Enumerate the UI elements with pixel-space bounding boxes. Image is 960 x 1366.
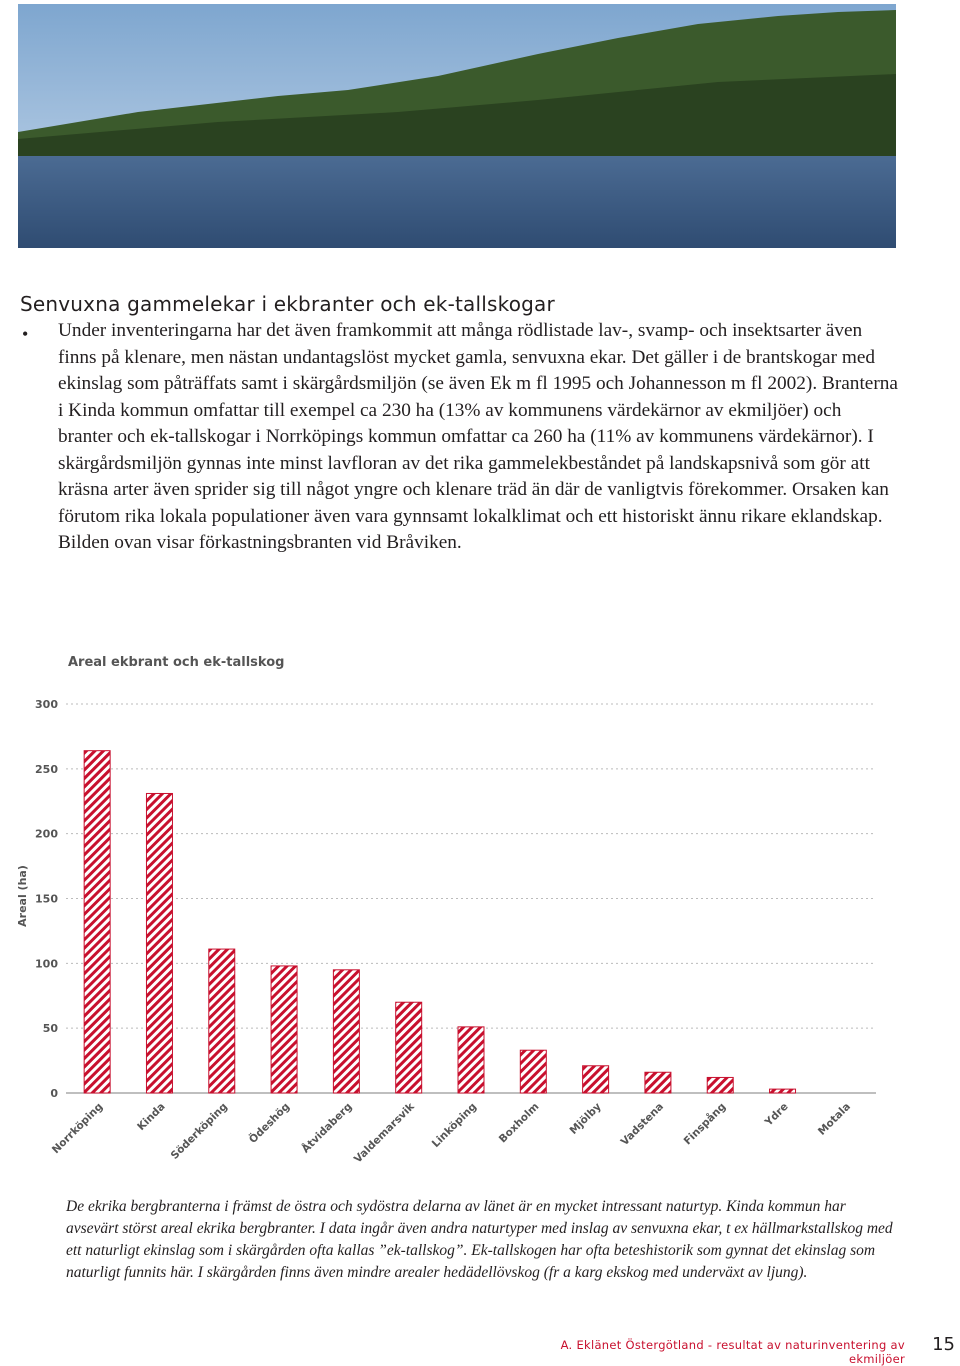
bullet-paragraph	[20, 318, 900, 557]
photo-scene	[18, 4, 896, 248]
x-tick-label: Åtvidaberg	[299, 1100, 355, 1156]
y-tick-label: 250	[35, 762, 58, 776]
x-tick-label: Linköping	[429, 1100, 480, 1150]
x-tick-label: Vadstena	[618, 1100, 667, 1149]
bar-10	[707, 1077, 733, 1093]
y-tick-label: 100	[35, 957, 58, 971]
page-number: 15	[932, 1334, 955, 1355]
section-heading: Senvuxna gammelekar i ekbranter och ek-tallskogar	[20, 292, 555, 316]
y-tick-label: 0	[50, 1087, 58, 1100]
bullet-point: •	[22, 324, 29, 344]
x-tick-label: Mjölby	[567, 1100, 604, 1137]
x-tick-label: Norrköping	[49, 1100, 106, 1157]
chart-ylabel: Areal (ha)	[16, 865, 29, 927]
x-tick-label: Kinda	[135, 1100, 168, 1134]
bar-5	[396, 1002, 422, 1093]
bar-0	[84, 751, 110, 1093]
landscape-photo	[18, 4, 896, 248]
bar-9	[645, 1072, 671, 1093]
bar-11	[770, 1089, 796, 1093]
x-tick-label: Ydre	[762, 1100, 791, 1129]
x-tick-label: Finspång	[681, 1100, 729, 1148]
bar-1	[146, 793, 172, 1093]
x-tick-label: Boxholm	[496, 1100, 542, 1146]
figure-caption: De ekrika bergbranterna i främst de östra och sydöstra delarna av länet är en mycket intressant naturtyp. Kinda kommun har avsevärt störst areal ekrika bergbranter. I data ingår även andra naturtyper med inslag av senvuxna ekar, t ex hällmarkstallskog med ett naturligt ekinslag som i skärgården ofta kallas ”ek-tallskog”. Ek-tallskogen har ofta beteshistorik som gynnat det ekinslag som naturligt funnits här. I skärgården finns även mindre arealer hedädellövskog (fr a karg ekskog med underväxt av ljung).	[66, 1198, 893, 1281]
chart-bars	[84, 751, 795, 1093]
bar-3	[271, 966, 297, 1093]
bar-8	[583, 1066, 609, 1093]
bar-2	[209, 949, 235, 1093]
x-tick-label: Valdemarsvik	[351, 1100, 417, 1166]
bar-4	[333, 970, 359, 1093]
x-tick-label: Ödeshög	[246, 1100, 293, 1146]
body-paragraph: Under inventeringarna har det även framkommit att många rödlistade lav-, svamp- och insektsarter även finns på klenare, men nästan undantagslöst mycket gamla, senvuxna ekar. Det gäller i de brantskogar med ekinslag som påträffats samt i skärgårdsmiljön (se även Ek m fl 1995 och Johannesson m fl 2002). Branterna i Kinda kommun omfattar till exempel ca 230 ha (13% av kommunens värdekärnor av ekmiljöer) och branter och ek-tallskogar i Norrköpings kommun omfattar ca 260 ha (11% av kommunens värdekärnor). I skärgårdsmiljön gynnas inte minst lavfloran av det rika gammelekbeståndet på landskapsnivå som gör att kräsna arter även sprider sig till något yngre och klenare träd än där de vanligtvis förekommer. Orsaken kan förutom rika lokala populationer även vara gynnsamt lokalklimat och ett historiskt ännu rikare eklandskap. Bilden ovan visar förkastningsbranten vid Bråviken.	[58, 320, 898, 553]
x-tick-label: Söderköping	[168, 1100, 230, 1162]
y-tick-label: 300	[35, 698, 58, 711]
chart-x-labels	[50, 1099, 853, 1165]
water	[18, 156, 896, 248]
chart-svg	[0, 640, 900, 1180]
y-tick-label: 50	[42, 1022, 58, 1036]
y-tick-label: 200	[35, 827, 58, 841]
bar-6	[458, 1027, 484, 1093]
bar-7	[520, 1050, 546, 1093]
bar-chart	[0, 640, 900, 1180]
footer-text: A. Eklänet Östergötland - resultat av naturinventering av ekmiljöer	[560, 1338, 905, 1366]
y-tick-label: 150	[35, 892, 58, 906]
x-tick-label: Motala	[815, 1100, 853, 1138]
chart-title: Areal ekbrant och ek-tallskog	[68, 655, 285, 670]
